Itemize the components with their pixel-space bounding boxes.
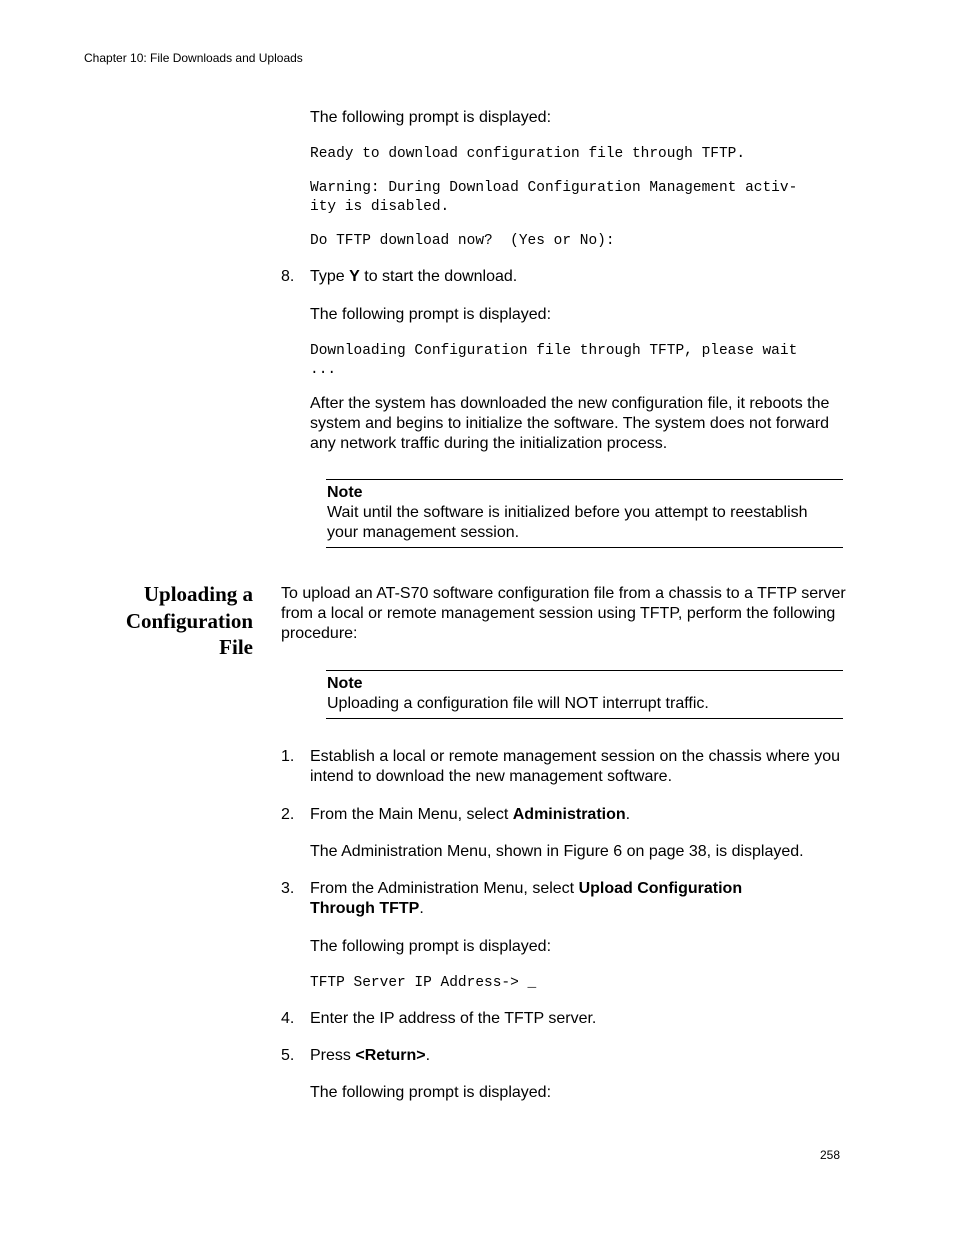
note-body: Uploading a configuration file will NOT interrupt traffic. (327, 695, 709, 712)
note-body: Wait until the software is initialized before you attempt to reestablish your management session. (327, 504, 808, 541)
running-header: Chapter 10: File Downloads and Uploads (84, 51, 303, 65)
prompt-intro: The following prompt is displayed: (310, 109, 552, 126)
body-paragraph: After the system has downloaded the new configuration file, it reboots the system and begins to initialize the software. The system does not forward any network traffic during the initialization process. (310, 395, 830, 452)
page-number: 258 (820, 1148, 841, 1162)
note-title: Note (327, 675, 363, 692)
prompt-intro: The following prompt is displayed: (310, 1084, 552, 1101)
section-intro: To upload an AT-S70 software configuration file from a chassis to a TFTP server from a local or remote management session using TFTP, perform the following procedure: (281, 585, 846, 642)
note-box (326, 670, 843, 719)
code-prompt: TFTP Server IP Address-> _ (310, 975, 537, 991)
step-text: From the Administration Menu, select Upload Configuration Through TFTP. (310, 880, 743, 917)
step-followup: The Administration Menu, shown in Figure 6 on page 38, is displayed. (310, 843, 804, 860)
note-box (326, 479, 843, 548)
step-text: Press <Return>. (310, 1047, 431, 1064)
step-text: Type Y to start the download. (310, 268, 518, 285)
step-number: 1. (281, 748, 295, 765)
step-number: 2. (281, 806, 295, 823)
step-number: 4. (281, 1010, 295, 1027)
step-text: From the Main Menu, select Administration. (310, 806, 631, 823)
code-prompt: Warning: During Download Configuration Management activ- ity is disabled. (310, 180, 798, 215)
code-prompt: Downloading Configuration file through TFTP, please wait ... (310, 343, 798, 378)
prompt-intro: The following prompt is displayed: (310, 938, 552, 955)
step-number: 8. (281, 268, 295, 285)
code-prompt: Do TFTP download now? (Yes or No): (310, 233, 615, 249)
prompt-intro: The following prompt is displayed: (310, 306, 552, 323)
section-heading: Uploading a Configuration File (125, 582, 253, 659)
step-number: 3. (281, 880, 295, 897)
code-prompt: Ready to download configuration file through TFTP. (310, 146, 746, 162)
step-number: 5. (281, 1047, 295, 1064)
step-text: Enter the IP address of the TFTP server. (310, 1010, 597, 1027)
note-title: Note (327, 484, 363, 501)
step-text: Establish a local or remote management session on the chassis where you intend to download the new management software. (310, 748, 841, 785)
